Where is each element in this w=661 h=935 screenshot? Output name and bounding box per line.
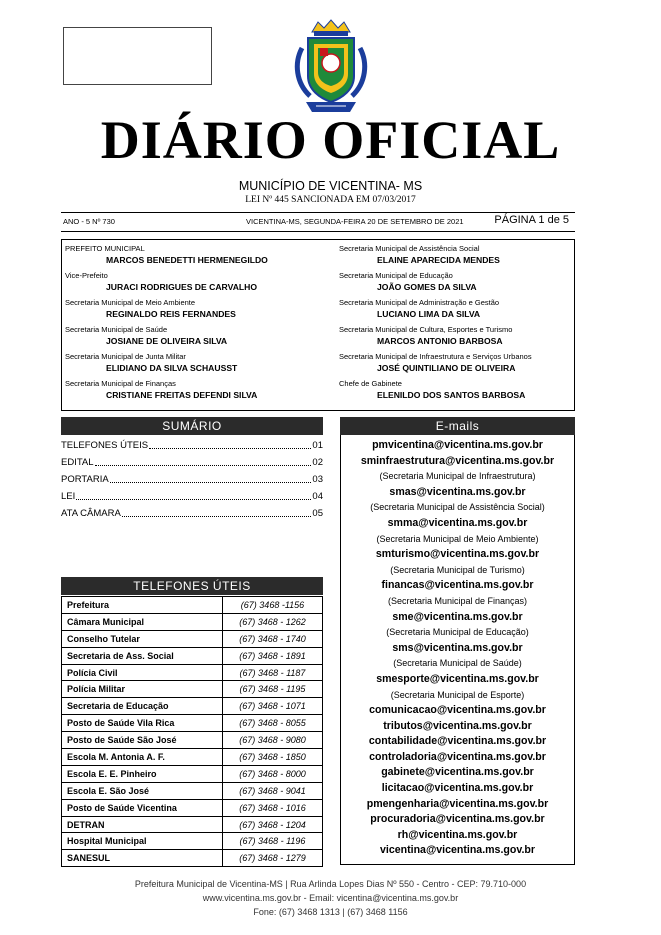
official-role: PREFEITO MUNICIPAL bbox=[65, 244, 145, 253]
email-address[interactable]: smma@vicentina.ms.gov.br bbox=[387, 516, 528, 529]
telefone-number: (67) 3468 - 8000 bbox=[223, 765, 323, 782]
telefone-name: Posto de Saúde Vila Rica bbox=[62, 715, 223, 732]
official-entry bbox=[65, 379, 337, 406]
official-entry bbox=[65, 271, 337, 298]
email-address[interactable]: vicentina@vicentina.ms.gov.br bbox=[380, 844, 535, 857]
email-address[interactable]: licitacao@vicentina.ms.gov.br bbox=[381, 782, 534, 795]
email-address[interactable]: gabinete@vicentina.ms.gov.br bbox=[381, 766, 534, 779]
official-name: REGINALDO REIS FERNANDES bbox=[106, 309, 236, 319]
telefone-number: (67) 3468 - 1195 bbox=[223, 681, 323, 698]
lei-line: LEI Nº 445 SANCIONADA EM 07/03/2017 bbox=[245, 195, 416, 205]
leader-dots bbox=[95, 454, 312, 466]
official-entry bbox=[339, 298, 573, 325]
telefone-name: Escola M. Antonia A. F. bbox=[62, 749, 223, 766]
telefone-name: Hospital Municipal bbox=[62, 833, 223, 850]
telefone-row bbox=[62, 799, 323, 816]
telefone-name: Secretaria de Ass. Social bbox=[62, 647, 223, 664]
footer-address: Prefeitura Municipal de Vicentina-MS | Rua Arlinda Lopes Dias Nº 550 - Centro - CEP: 79.710-000 bbox=[134, 879, 527, 889]
email-address[interactable]: smas@vicentina.ms.gov.br bbox=[389, 485, 526, 498]
telefone-row bbox=[62, 816, 323, 833]
telefone-name: Posto de Saúde São José bbox=[62, 732, 223, 749]
telefones-table bbox=[61, 596, 323, 867]
officials-right-column bbox=[339, 244, 573, 406]
sumario-list bbox=[61, 437, 323, 522]
official-name: ELENILDO DOS SANTOS BARBOSA bbox=[377, 390, 526, 400]
telefone-row bbox=[62, 833, 323, 850]
official-name: JURACI RODRIGUES DE CARVALHO bbox=[106, 282, 258, 292]
sumario-item-label: TELEFONES ÚTEIS bbox=[61, 440, 149, 451]
official-role: Secretaria Municipal de Educação bbox=[339, 271, 453, 280]
email-address[interactable]: smturismo@vicentina.ms.gov.br bbox=[375, 548, 540, 561]
municipal-coat-of-arms-icon bbox=[290, 18, 372, 118]
sumario-heading: SUMÁRIO bbox=[61, 417, 323, 435]
sumario-item[interactable] bbox=[61, 437, 323, 454]
telefone-row bbox=[62, 698, 323, 715]
sumario-item-page: 05 bbox=[312, 508, 323, 519]
official-role: Secretaria Municipal de Infraestrutura e Serviços Urbanos bbox=[339, 352, 532, 361]
officials-left-column bbox=[65, 244, 337, 406]
email-department: (Secretaria Municipal de Assistência Social) bbox=[370, 502, 545, 513]
official-name: JOSÉ QUINTILIANO DE OLIVEIRA bbox=[377, 363, 516, 373]
email-department: (Secretaria Municipal de Infraestrutura) bbox=[379, 471, 536, 482]
footer-phone: Fone: (67) 3468 1313 | (67) 3468 1156 bbox=[253, 907, 408, 917]
sumario-item-page: 04 bbox=[312, 491, 323, 502]
telefone-row bbox=[62, 613, 323, 630]
telefone-name: Prefeitura bbox=[62, 597, 223, 614]
official-entry bbox=[65, 244, 337, 271]
edition-date: VICENTINA-MS, SEGUNDA-FEIRA 20 DE SETEMBRO DE 2021 bbox=[246, 217, 464, 226]
email-address[interactable]: rh@vicentina.ms.gov.br bbox=[397, 828, 518, 841]
sumario-item-label: EDITAL bbox=[61, 457, 94, 468]
official-name: JOSIANE DE OLIVEIRA SILVA bbox=[106, 336, 228, 346]
official-role: Secretaria Municipal de Saúde bbox=[65, 325, 168, 334]
sumario-item[interactable] bbox=[61, 488, 323, 505]
official-entry bbox=[65, 325, 337, 352]
official-entry bbox=[339, 325, 573, 352]
telefone-name: SANESUL bbox=[62, 850, 223, 867]
telefone-number: (67) 3468 - 9041 bbox=[223, 782, 323, 799]
telefones-heading: TELEFONES ÚTEIS bbox=[61, 577, 323, 595]
telefone-number: (67) 3468 - 1204 bbox=[223, 816, 323, 833]
official-role: Secretaria Municipal de Meio Ambiente bbox=[65, 298, 196, 307]
telefone-name: Polícia Civil bbox=[62, 664, 223, 681]
divider-bottom bbox=[61, 231, 575, 232]
telefone-row bbox=[62, 715, 323, 732]
email-address[interactable]: contabilidade@vicentina.ms.gov.br bbox=[368, 735, 547, 748]
official-name: ELAINE APARECIDA MENDES bbox=[377, 255, 500, 265]
leader-dots bbox=[122, 505, 312, 517]
official-entry bbox=[339, 271, 573, 298]
telefone-number: (67) 3468 - 1262 bbox=[223, 613, 323, 630]
official-name: MARCOS ANTONIO BARBOSA bbox=[377, 336, 503, 346]
leader-dots bbox=[149, 437, 311, 449]
email-department: (Secretaria Municipal de Meio Ambiente) bbox=[376, 533, 539, 544]
telefone-name: Conselho Tutelar bbox=[62, 630, 223, 647]
official-entry bbox=[339, 244, 573, 271]
official-name: CRISTIANE FREITAS DEFENDI SILVA bbox=[106, 390, 258, 400]
telefone-number: (67) 3468 - 1891 bbox=[223, 647, 323, 664]
sumario-item-page: 01 bbox=[312, 440, 323, 451]
emails-list bbox=[340, 435, 575, 865]
telefone-number: (67) 3468 - 1279 bbox=[223, 850, 323, 867]
email-department: (Secretaria Municipal de Esporte) bbox=[390, 689, 525, 700]
sumario-item[interactable] bbox=[61, 454, 323, 471]
official-role: Secretaria Municipal de Junta Militar bbox=[65, 352, 186, 361]
telefone-row bbox=[62, 749, 323, 766]
telefone-row bbox=[62, 647, 323, 664]
official-entry bbox=[339, 352, 573, 379]
sumario-item[interactable] bbox=[61, 505, 323, 522]
email-address[interactable]: financas@vicentina.ms.gov.br bbox=[381, 579, 534, 592]
sumario-item-label: PORTARIA bbox=[61, 474, 109, 485]
official-role: Chefe de Gabinete bbox=[339, 379, 402, 388]
official-entry bbox=[65, 352, 337, 379]
sumario-item-label: ATA CÂMARA bbox=[61, 508, 121, 519]
telefone-row bbox=[62, 664, 323, 681]
official-role: Secretaria Municipal de Administração e Gestão bbox=[339, 298, 500, 307]
email-address[interactable]: smesporte@vicentina.ms.gov.br bbox=[376, 672, 539, 685]
email-address[interactable]: comunicacao@vicentina.ms.gov.br bbox=[369, 704, 546, 717]
sumario-item[interactable] bbox=[61, 471, 323, 488]
edition-number: ANO - 5 Nº 730 bbox=[63, 217, 115, 226]
telefone-name: Polícia Militar bbox=[62, 681, 223, 698]
telefone-row bbox=[62, 782, 323, 799]
municipio-line: MUNICÍPIO DE VICENTINA- MS bbox=[238, 179, 423, 193]
masthead-title: DIÁRIO OFICIAL bbox=[100, 110, 561, 170]
telefone-number: (67) 3468 - 1016 bbox=[223, 799, 323, 816]
telefone-number: (67) 3468 - 1740 bbox=[223, 630, 323, 647]
official-name: ELIDIANO DA SILVA SCHAUSST bbox=[106, 363, 238, 373]
telefone-name: DETRAN bbox=[62, 816, 223, 833]
email-address[interactable]: sminfraestrutura@vicentina.ms.gov.br bbox=[360, 454, 555, 467]
official-role: Secretaria Municipal de Assistência Social bbox=[339, 244, 480, 253]
email-address[interactable]: sme@vicentina.ms.gov.br bbox=[392, 610, 523, 623]
telefone-name: Escola E. São José bbox=[62, 782, 223, 799]
footer-web: www.vicentina.ms.gov.br - Email: vicentina@vicentina.ms.gov.br bbox=[202, 893, 459, 903]
telefone-number: (67) 3468 - 1071 bbox=[223, 698, 323, 715]
telefone-number: (67) 3468 - 1196 bbox=[223, 833, 323, 850]
email-address[interactable]: procuradoria@vicentina.ms.gov.br bbox=[370, 813, 545, 826]
email-address[interactable]: pmvicentina@vicentina.ms.gov.br bbox=[372, 439, 543, 451]
emails-heading: E-mails bbox=[340, 417, 575, 435]
email-department: (Secretaria Municipal de Educação) bbox=[386, 627, 529, 638]
email-address[interactable]: controladoria@vicentina.ms.gov.br bbox=[369, 750, 546, 763]
telefone-number: (67) 3468 - 9080 bbox=[223, 732, 323, 749]
email-department: (Secretaria Municipal de Saúde) bbox=[393, 658, 522, 669]
telefone-number: (67) 3468 - 1187 bbox=[223, 664, 323, 681]
telefone-row bbox=[62, 630, 323, 647]
sumario-item-label: LEI bbox=[61, 491, 76, 502]
official-name: LUCIANO LIMA DA SILVA bbox=[377, 309, 481, 319]
telefone-number: (67) 3468 - 8055 bbox=[223, 715, 323, 732]
official-role: Vice-Prefeito bbox=[65, 271, 108, 280]
telefone-row bbox=[62, 732, 323, 749]
email-department: (Secretaria Municipal de Finanças) bbox=[387, 595, 528, 606]
telefone-number: (67) 3468 -1156 bbox=[223, 597, 323, 614]
leader-dots bbox=[110, 471, 312, 483]
page-indicator: PÁGINA 1 de 5 bbox=[494, 214, 569, 226]
official-role: Secretaria Municipal de Cultura, Esportes e Turismo bbox=[339, 325, 513, 334]
telefone-name: Câmara Municipal bbox=[62, 613, 223, 630]
telefone-name: Posto de Saúde Vicentina bbox=[62, 799, 223, 816]
telefone-name: Escola E. E. Pinheiro bbox=[62, 765, 223, 782]
telefone-row bbox=[62, 765, 323, 782]
email-address[interactable]: sms@vicentina.ms.gov.br bbox=[392, 641, 523, 654]
telefone-row bbox=[62, 597, 323, 614]
stamp-box bbox=[63, 27, 212, 85]
official-name: MARCOS BENEDETTI HERMENEGILDO bbox=[106, 255, 268, 265]
official-entry bbox=[65, 298, 337, 325]
email-address[interactable]: pmengenharia@vicentina.ms.gov.br bbox=[366, 797, 549, 810]
telefone-row bbox=[62, 681, 323, 698]
telefone-name: Secretaria de Educação bbox=[62, 698, 223, 715]
leader-dots bbox=[76, 488, 311, 500]
sumario-item-page: 03 bbox=[312, 474, 323, 485]
sumario-item-page: 02 bbox=[312, 457, 323, 468]
official-name: JOÃO GOMES DA SILVA bbox=[377, 282, 477, 292]
telefone-number: (67) 3468 - 1850 bbox=[223, 749, 323, 766]
email-address[interactable]: tributos@vicentina.ms.gov.br bbox=[383, 719, 532, 732]
email-department: (Secretaria Municipal de Turismo) bbox=[390, 564, 525, 575]
officials-box bbox=[61, 239, 575, 411]
edition-info-bar bbox=[61, 213, 575, 231]
telefone-row bbox=[62, 850, 323, 867]
official-role: Secretaria Municipal de Finanças bbox=[65, 379, 176, 388]
official-entry bbox=[339, 379, 573, 406]
